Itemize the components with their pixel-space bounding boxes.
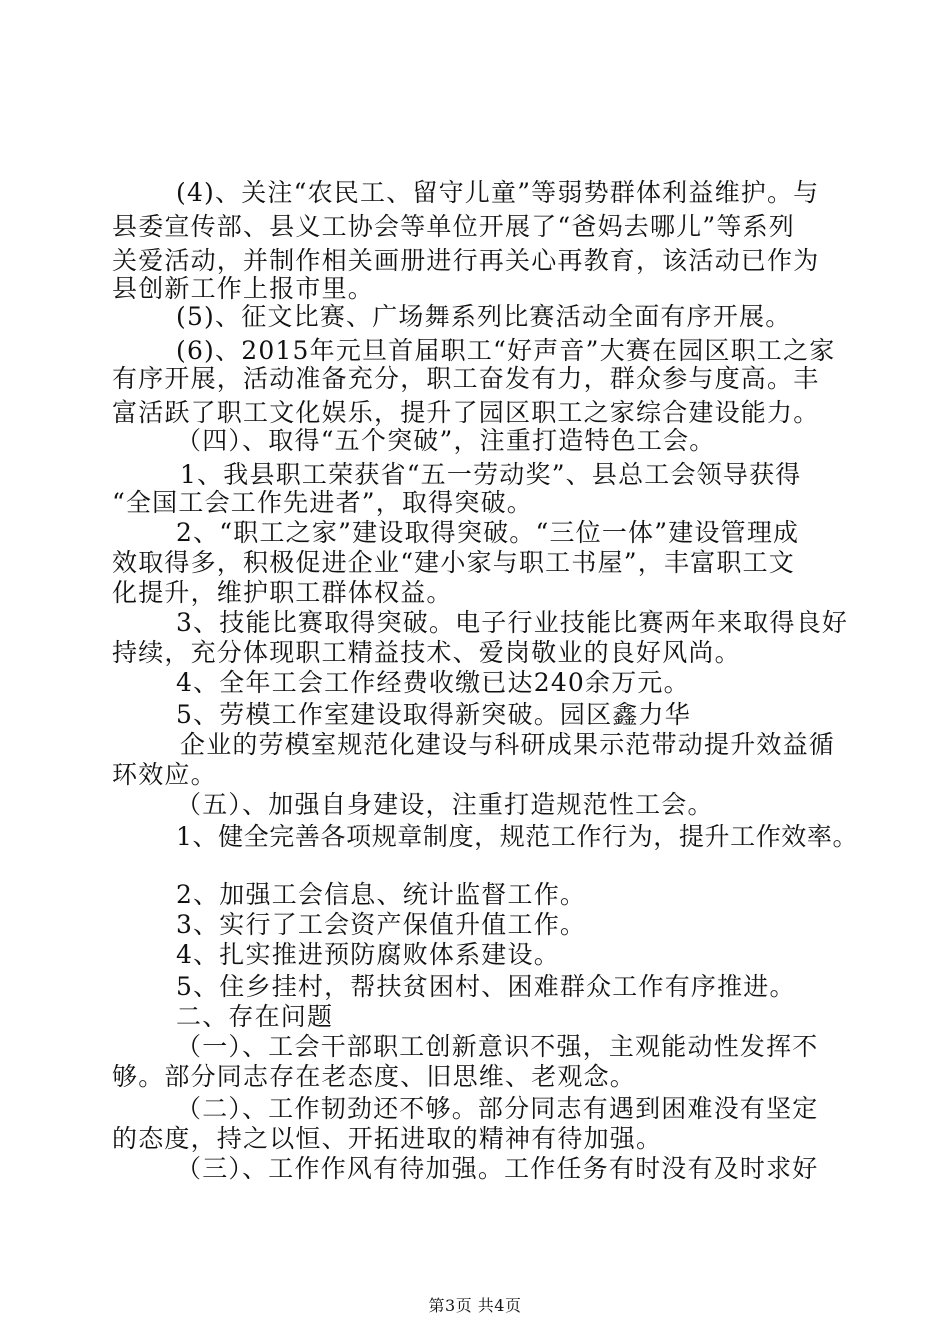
paragraph-line: （二）、工作韧劲还不够。部分同志有遇到困难没有坚定 xyxy=(176,1094,819,1123)
paragraph-line: 1、我县职工荣获省“五一劳动奖”、县总工会领导获得 xyxy=(180,460,802,489)
paragraph-line: 化提升，维护职工群体权益。 xyxy=(112,578,453,607)
paragraph-line: （三）、工作作风有待加强。工作任务有时没有及时求好 xyxy=(176,1154,819,1183)
paragraph-line: 县委宣传部、县义工协会等单位开展了“爸妈去哪儿”等系列 xyxy=(112,212,795,241)
paragraph-line: 3、实行了工会资产保值升值工作。 xyxy=(176,910,587,939)
paragraph-line: 关爱活动，并制作相关画册进行再关心再教育，该活动已作为 xyxy=(112,246,820,275)
paragraph-line: （一）、工会干部职工创新意识不强，主观能动性发挥不 xyxy=(176,1032,819,1061)
paragraph-line: 的态度，持之以恒、开拓进取的精神有待加强。 xyxy=(112,1124,663,1153)
paragraph-line: (4)、关注“农民工、留守儿童”等弱势群体利益维护。与 xyxy=(176,178,820,207)
paragraph-line: (5)、征文比赛、广场舞系列比赛活动全面有序开展。 xyxy=(176,302,792,331)
paragraph-line: 县创新工作上报市里。 xyxy=(112,274,375,303)
paragraph-line: 2、加强工会信息、统计监督工作。 xyxy=(176,880,587,909)
paragraph-line: 4、扎实推进预防腐败体系建设。 xyxy=(176,940,560,969)
paragraph-line: 2、“职工之家”建设取得突破。“三位一体”建设管理成 xyxy=(176,518,800,547)
paragraph-line: 5、劳模工作室建设取得新突破。园区鑫力华 xyxy=(176,700,691,729)
paragraph-line: 有序开展，活动准备充分，职工奋发有力，群众参与度高。丰 xyxy=(112,364,820,393)
paragraph-line: 3、技能比赛取得突破。电子行业技能比赛两年来取得良好 xyxy=(176,608,849,637)
paragraph-line: 4、全年工会工作经费收缴已达240余万元。 xyxy=(176,668,690,697)
section-heading: （四）、取得“五个突破”，注重打造特色工会。 xyxy=(176,426,716,455)
paragraph-line: 企业的劳模室规范化建设与科研成果示范带动提升效益循 xyxy=(180,730,836,759)
paragraph-line: 效取得多，积极促进企业“建小家与职工书屋”，丰富职工文 xyxy=(112,548,795,577)
paragraph-line: 富活跃了职工文化娱乐，提升了园区职工之家综合建设能力。 xyxy=(112,398,820,427)
paragraph-line: 够。部分同志存在老态度、旧思维、老观念。 xyxy=(112,1062,637,1091)
section-heading: （五）、加强自身建设，注重打造规范性工会。 xyxy=(176,790,714,819)
paragraph-line: “全国工会工作先进者”，取得突破。 xyxy=(112,488,533,517)
section-heading: 二、存在问题 xyxy=(176,1002,334,1031)
paragraph-line: 持续，充分体现职工精益技术、爱岗敬业的良好风尚。 xyxy=(112,638,741,667)
paragraph-line: (6)、2015年元旦首届职工“好声音”大赛在园区职工之家 xyxy=(176,336,836,365)
page-number-footer: 第3页 共4页 xyxy=(428,1296,522,1315)
paragraph-line: 环效应。 xyxy=(112,760,217,789)
paragraph-line: 5、住乡挂村，帮扶贫困村、困难群众工作有序推进。 xyxy=(176,972,796,1001)
paragraph-line: 1、健全完善各项规章制度，规范工作行为，提升工作效率。 xyxy=(176,822,859,851)
